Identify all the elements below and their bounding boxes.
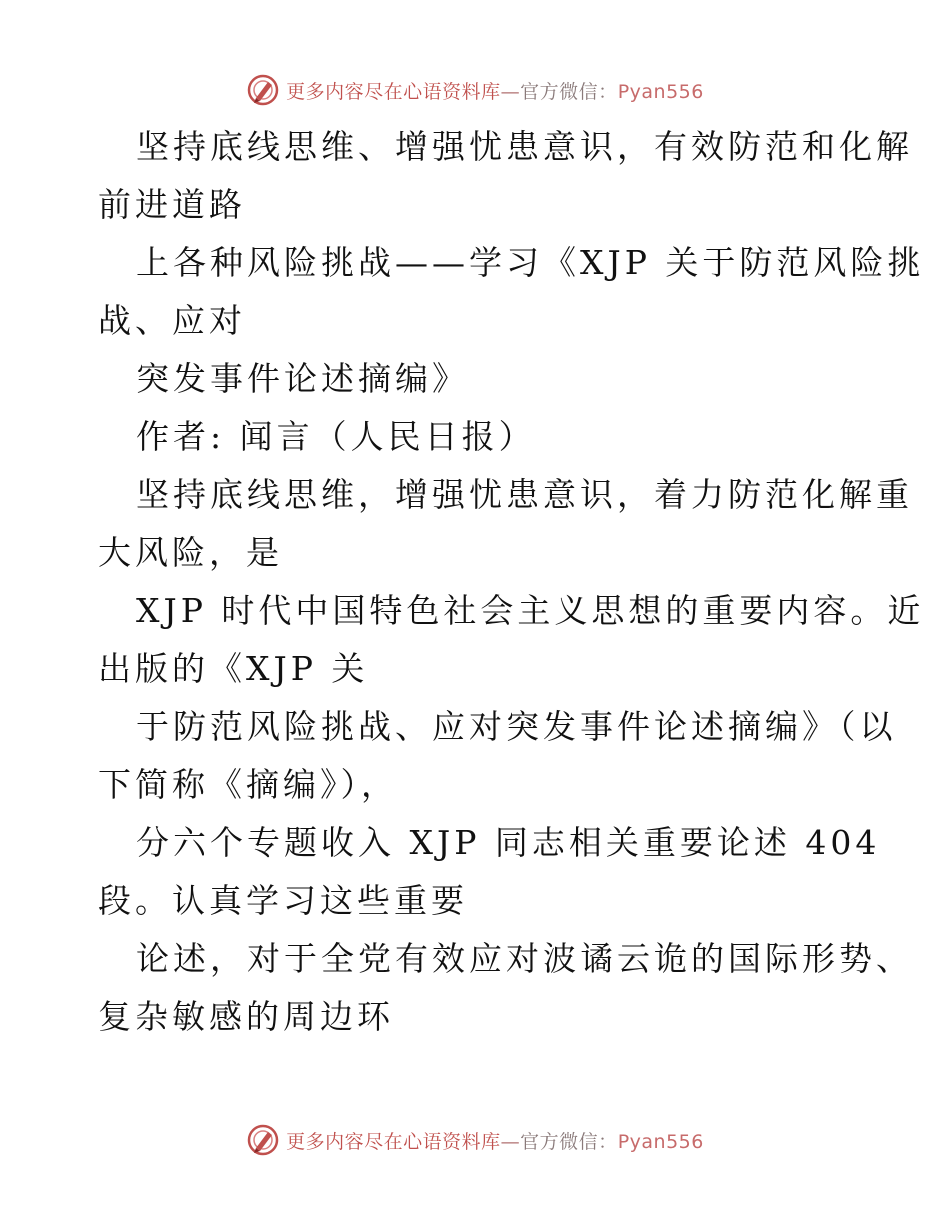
text-line: 突发事件论述摘编》 xyxy=(136,359,469,398)
text-line: 下简称《摘编》）， xyxy=(98,765,398,804)
text-line: 战、应对 xyxy=(98,301,246,340)
pen-nib-logo-icon xyxy=(246,1123,280,1157)
footer-watermark xyxy=(0,1120,950,1160)
document-body xyxy=(98,118,925,1046)
text-line: 分六个专题收入 XJP 同志相关重要论述 404 xyxy=(136,823,881,862)
text-line: XJP 时代中国特色社会主义思想的重要内容。近 xyxy=(136,591,925,630)
text-line: 论述，对于全党有效应对波谲云诡的国际形势、 xyxy=(136,939,913,978)
text-line: 大风险，是 xyxy=(98,533,283,572)
pen-nib-logo-icon xyxy=(246,73,280,107)
text-line: 上各种风险挑战——学习《XJP 关于防范风险挑 xyxy=(136,243,925,282)
text-line: 出版的《XJP 关 xyxy=(98,649,369,688)
watermark-text: 更多内容尽在心语资料库—官方微信：Pyan556 xyxy=(286,80,704,103)
text-line: 前进道路 xyxy=(98,185,246,224)
author-line: 作者: 闻言（人民日报） xyxy=(136,417,536,456)
text-line: 坚持底线思维、增强忧患意识，有效防范和化解 xyxy=(136,127,913,166)
watermark-text: 更多内容尽在心语资料库—官方微信：Pyan556 xyxy=(286,1130,704,1153)
header-watermark xyxy=(0,70,950,110)
text-line: 段。认真学习这些重要 xyxy=(98,881,468,920)
text-line: 于防范风险挑战、应对突发事件论述摘编》（以 xyxy=(136,707,897,746)
text-line: 坚持底线思维，增强忧患意识，着力防范化解重 xyxy=(136,475,913,514)
text-line: 复杂敏感的周边环 xyxy=(98,997,394,1036)
